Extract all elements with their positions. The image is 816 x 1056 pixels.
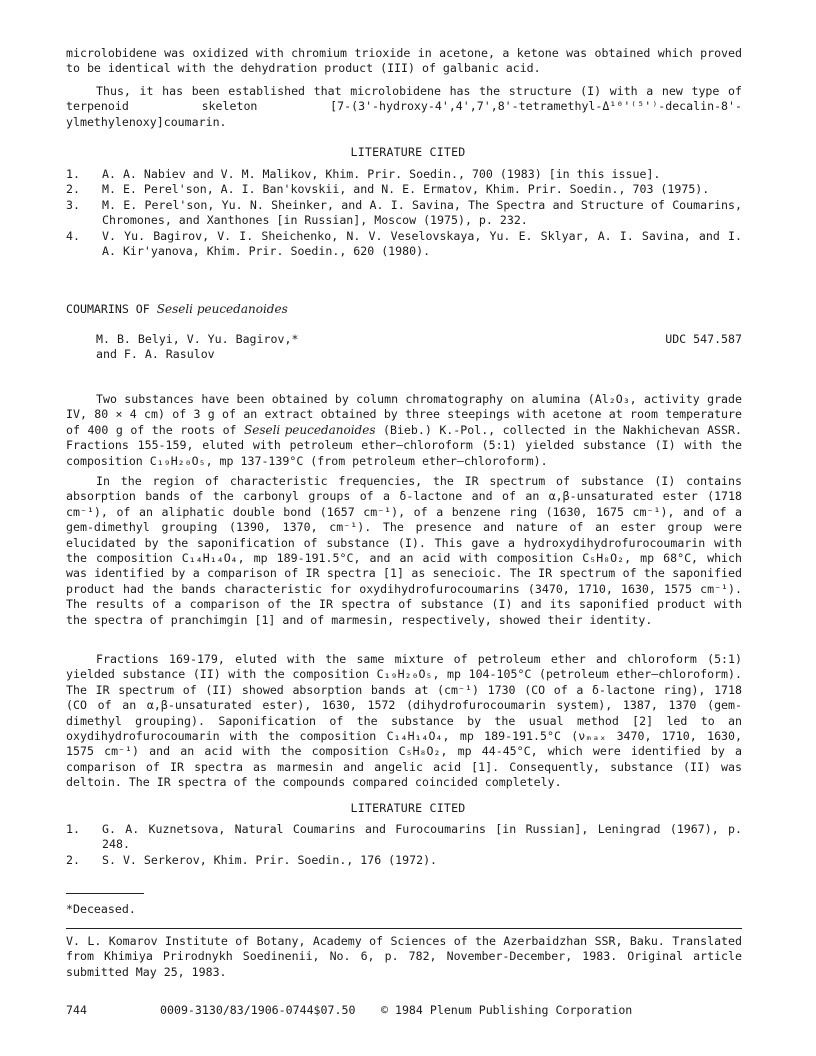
reference-item <box>66 167 742 182</box>
reference-item <box>66 229 742 260</box>
udc-code: UDC 547.587 <box>665 332 742 346</box>
paragraph-segment: Two substances have been obtained by column chromatography on alumina (Al₂O₃, activity grade IV, 80 × 4 cm) of 3 g of an extract obtained by three steepings with acetone at room temperature of 400 g of the roots of <box>66 392 742 437</box>
affiliation-divider <box>66 928 742 929</box>
literature-heading-1: LITERATURE CITED <box>350 145 466 159</box>
reference-number: 2. <box>66 182 80 197</box>
authors-line: M. B. Belyi, V. Yu. Bagirov,* <box>96 332 299 346</box>
affiliation <box>66 934 742 980</box>
body-paragraph-1 <box>66 392 742 469</box>
authors-line: and F. A. Rasulov <box>96 347 215 362</box>
paragraph-text: Thus, it has been established that microlobidene has the structure (I) with a new type of terpenoid skeleton [7-(3'-hydroxy-4',4',7',8'-tetramethyl-Δ¹⁰'⁽⁵'⁾-decalin-8'-ylmethylenoxy]coumarin. <box>66 84 742 129</box>
reference-text: M. E. Perel'son, Yu. N. Sheinker, and A. I. Savina, The Spectra and Structure of Coumarins, Chromones, and Xanthones [in Russian], Moscow (1975), p. 232. <box>102 197 742 228</box>
reference-number: 3. <box>66 197 80 212</box>
footnote-divider <box>66 893 144 894</box>
reference-list-2 <box>66 822 742 868</box>
body-paragraph-2 <box>66 474 742 628</box>
reference-number: 2. <box>66 852 80 867</box>
article-title <box>66 302 288 316</box>
page-number: 744 <box>66 1003 87 1017</box>
copyright-line: © 1984 Plenum Publishing Corporation <box>381 1003 633 1017</box>
reference-text: A. A. Nabiev and V. M. Malikov, Khim. Prir. Soedin., 700 (1983) [in this issue]. <box>102 167 661 181</box>
reference-item <box>66 822 742 853</box>
species-name: Seseli peucedanoides <box>244 422 376 437</box>
paragraph-text <box>66 392 742 469</box>
prev-article-paragraph-1 <box>66 46 742 77</box>
prev-article-paragraph-2 <box>66 84 742 130</box>
reference-item <box>66 198 742 229</box>
reference-item <box>66 182 742 197</box>
title-species: Seseli peucedanoides <box>156 302 288 316</box>
title-prefix: COUMARINS OF <box>66 302 157 316</box>
paragraph-text: Fractions 169-179, eluted with the same mixture of petroleum ether and chloroform (5:1) yielded substance (II) with the composition C₁₉H₂₀O₅, mp 104-105°C (petroleum ether—chloroform). The IR spectrum of (II) showed absorption bands at (cm⁻¹) 1730 (CO of a δ-lactone ring), 1718 (CO of an α,β-unsaturated ester), 1630, 1572 (dihydrofurocoumarin system), 1387, 1370 (gem-dimethyl grouping). Saponification of the substance by the usual method [2] led to an oxydihydrofurocoumarin with the composition C₁₄H₁₄O₄, mp 189-191.5°C (νₘₐₓ 3470, 1710, 1630, 1575 cm⁻¹) and an acid with the composition C₅H₈O₂, mp 44-45°C, which were identified by a comparison of IR spectra as marmesin and angelic acid [1]. Consequently, substance (II) was deltoin. The IR spectra of the compounds compared coincided completely. <box>66 652 742 790</box>
reference-text: S. V. Serkerov, Khim. Prir. Soedin., 176 (1972). <box>102 852 438 867</box>
paragraph-text: In the region of characteristic frequencies, the IR spectrum of substance (I) contains absorption bands of the carbonyl groups of a δ-lactone and of an α,β-unsaturated ester (1718 cm⁻¹), of an aliphatic double bond (1657 cm⁻¹), of a benzene ring (1630, 1675 cm⁻¹), and of a gem-dimethyl grouping (1390, 1370, cm⁻¹). The presence and nature of an ester group were elucidated by the saponification of substance (I). This gave a hydroxydihydrofurocoumarin with the composition C₁₄H₁₄O₄, mp 189-191.5°C, and an acid with composition C₅H₈O₂, mp 68°C, which was identified by a comparison of IR spectra [1] as senecioic. The IR spectrum of the saponified product had the bands characteristic for oxydihydrofurocoumarins (3470, 1710, 1630, 1575 cm⁻¹). The results of a comparison of the IR spectra of substance (I) and its saponified product with the spectra of pranchimgin [1] and of marmesin, respectively, showed their identity. <box>66 474 742 627</box>
body-paragraph-3 <box>66 652 742 791</box>
paragraph-text: microlobidene was oxidized with chromium trioxide in acetone, a ketone was obtained which proved to be identical with the dehydration product (III) of galbanic acid. <box>66 46 742 76</box>
reference-number: 4. <box>66 228 80 243</box>
reference-number: 1. <box>66 822 80 836</box>
literature-heading-2: LITERATURE CITED <box>350 801 466 815</box>
reference-list-1 <box>66 167 742 259</box>
footnote: *Deceased. <box>66 902 136 916</box>
reference-text: M. E. Perel'son, A. I. Ban'kovskii, and N. E. Ermatov, Khim. Prir. Soedin., 703 (1975). <box>102 182 710 197</box>
reference-number: 1. <box>66 167 80 181</box>
reference-text: G. A. Kuznetsova, Natural Coumarins and Furocoumarins [in Russian], Leningrad (1967), p. 248. <box>102 822 742 852</box>
article-authors <box>96 332 298 363</box>
paragraph-segment: (Bieb.) K.-Pol., collected in the Nakhichevan ASSR. Fractions 155-159, eluted with petroleum ether—chloroform (5:1) yielded substance (I) with the composition C₁₉H₂₀O₅, mp 137-139°C (from petroleum ether—chloroform). <box>66 422 742 468</box>
affiliation-text: V. L. Komarov Institute of Botany, Academy of Sciences of the Azerbaidzhan SSR, Baku. Translated from Khimiya Prirodnykh Soedinenii, No. 6, p. 782, November-December, 1983. Original article submitted May 25, 1983. <box>66 934 742 979</box>
reference-text: V. Yu. Bagirov, V. I. Sheichenko, N. V. Veselovskaya, Yu. E. Sklyar, A. I. Savina, and I. A. Kir'yanova, Khim. Prir. Soedin., 620 (1980). <box>102 228 742 259</box>
publication-code: 0009-3130/83/1906-0744$07.50 <box>160 1003 356 1017</box>
reference-item <box>66 853 742 868</box>
